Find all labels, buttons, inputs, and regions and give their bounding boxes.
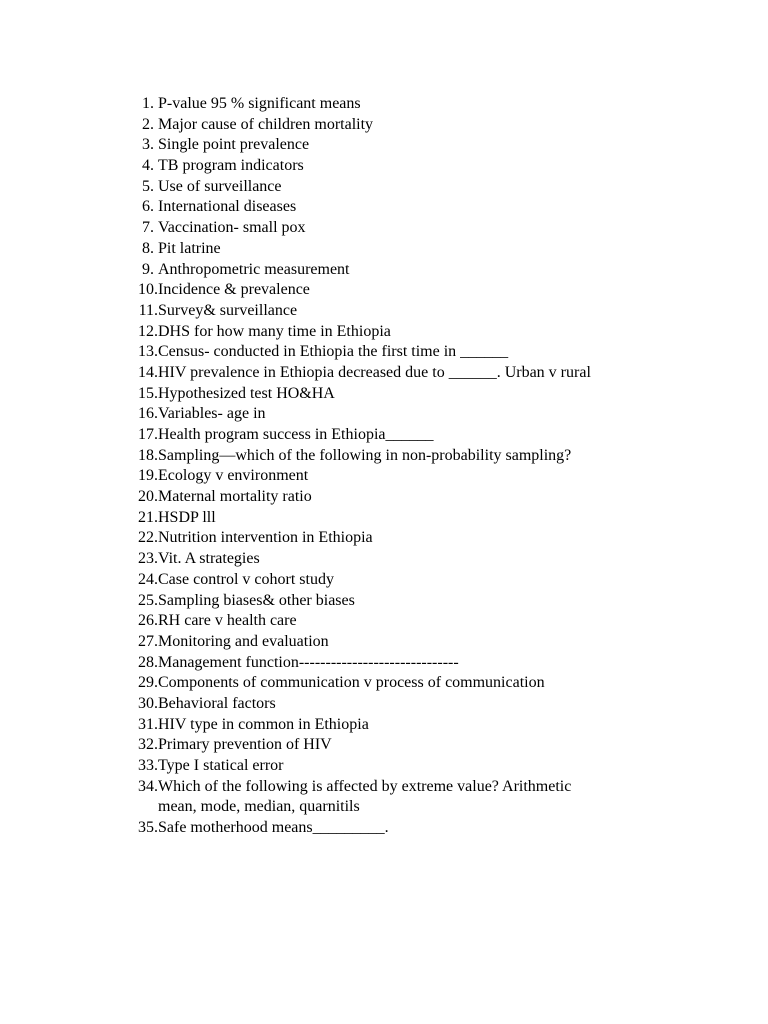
- item-text: Which of the following is affected by extreme value? Arithmetic: [158, 777, 572, 795]
- list-item: [0, 508, 768, 529]
- list-item: [0, 156, 768, 177]
- item-text: Management function------------------------------: [158, 653, 459, 671]
- item-text: HIV prevalence in Ethiopia decreased due to ______. Urban v rural: [158, 363, 591, 381]
- item-number: 28.: [138, 653, 158, 671]
- item-text: Variables- age in: [158, 405, 266, 423]
- list-item: [0, 197, 768, 218]
- item-text: Safe motherhood means_________.: [158, 819, 389, 837]
- list-item: [0, 735, 768, 756]
- list-item: [0, 487, 768, 508]
- list-item: [0, 363, 768, 384]
- item-text: Survey& surveillance: [158, 301, 298, 319]
- item-text: TB program indicators: [158, 157, 304, 175]
- item-text: Ecology v environment: [158, 467, 309, 485]
- item-text: Health program success in Ethiopia______: [158, 426, 434, 443]
- item-text: Sampling biases& other biases: [158, 591, 355, 609]
- item-text: Anthropometric measurement: [158, 260, 350, 278]
- list-item: [0, 528, 768, 549]
- list-item: [0, 673, 768, 694]
- item-number: 8.: [142, 239, 154, 257]
- item-number: 15.: [138, 384, 158, 402]
- list-item: [0, 342, 768, 363]
- list-item: [0, 653, 768, 674]
- item-number: 13.: [138, 343, 158, 361]
- item-number: 26.: [138, 612, 158, 630]
- item-number: 11.: [138, 301, 158, 319]
- item-number: 33.: [138, 757, 158, 774]
- item-text: Vit. A strategies: [158, 550, 260, 568]
- list-item: [0, 115, 768, 136]
- item-text: Incidence & prevalence: [158, 281, 310, 299]
- list-item: [0, 715, 768, 736]
- item-number: 20.: [138, 488, 158, 506]
- list-item: [0, 280, 768, 301]
- list-item: [0, 611, 768, 632]
- list-item: [0, 591, 768, 612]
- item-number: 2.: [142, 115, 154, 133]
- item-text: Primary prevention of HIV: [158, 736, 332, 754]
- item-number: 6.: [142, 198, 154, 216]
- item-text: Single point prevalence: [158, 136, 310, 154]
- item-number: 1.: [142, 95, 154, 112]
- item-text: DHS for how many time in Ethiopia: [158, 322, 391, 340]
- item-text: Major cause of children mortality: [158, 115, 374, 133]
- item-text: Monitoring and evaluation: [158, 632, 329, 650]
- list-item: [0, 384, 768, 405]
- item-number: 7.: [142, 219, 154, 237]
- list-item: [0, 239, 768, 260]
- item-text-continuation: mean, mode, median, quarnitils: [158, 798, 360, 816]
- list-item: [0, 260, 768, 281]
- item-text: Census- conducted in Ethiopia the first time in ______: [158, 343, 509, 361]
- item-number: 30.: [138, 694, 158, 712]
- item-text: Use of surveillance: [158, 177, 282, 195]
- item-number: 22.: [138, 529, 158, 547]
- list-item: [0, 549, 768, 570]
- item-number: 29.: [138, 674, 158, 692]
- list-item: [0, 756, 768, 777]
- item-number: 35.: [138, 819, 158, 837]
- item-number: 9.: [142, 260, 154, 278]
- list-item: [0, 177, 768, 198]
- item-text: Pit latrine: [158, 239, 221, 257]
- item-text: P-value 95 % significant means: [158, 95, 361, 112]
- list-item: [0, 570, 768, 591]
- item-number: 31.: [138, 715, 158, 733]
- item-number: 34.: [138, 777, 158, 795]
- item-text: RH care v health care: [158, 612, 297, 630]
- item-text: Hypothesized test HO&HA: [158, 384, 335, 402]
- item-number: 5.: [142, 177, 154, 195]
- item-number: 16.: [138, 405, 158, 423]
- item-number: 21.: [138, 508, 158, 526]
- item-text: Nutrition intervention in Ethiopia: [158, 529, 373, 547]
- item-text: Type I statical error: [158, 757, 284, 774]
- list-item: [0, 694, 768, 715]
- list-item: [0, 777, 768, 818]
- list-item: [0, 446, 768, 467]
- list-item: [0, 301, 768, 322]
- item-number: 14.: [138, 363, 158, 381]
- item-text: HIV type in common in Ethiopia: [158, 715, 369, 733]
- item-number: 32.: [138, 736, 158, 754]
- item-number: 17.: [138, 426, 158, 443]
- item-text: Behavioral factors: [158, 694, 276, 712]
- list-item: [0, 818, 768, 839]
- item-text: International diseases: [158, 198, 297, 216]
- list-item: [0, 322, 768, 343]
- item-number: 25.: [138, 591, 158, 609]
- question-list: [0, 94, 768, 839]
- item-text: Vaccination- small pox: [158, 219, 306, 237]
- list-item: [0, 404, 768, 425]
- item-text: Maternal mortality ratio: [158, 488, 312, 506]
- list-item: [0, 135, 768, 156]
- item-number: 24.: [138, 570, 158, 588]
- list-item: [0, 466, 768, 487]
- item-number: 3.: [142, 136, 154, 154]
- item-number: 27.: [138, 632, 158, 650]
- item-text: Sampling—which of the following in non-probability sampling?: [158, 446, 572, 464]
- item-number: 12.: [138, 322, 158, 340]
- item-number: 19.: [138, 467, 158, 485]
- item-number: 4.: [142, 157, 154, 175]
- item-number: 23.: [138, 550, 158, 568]
- list-item: [0, 94, 768, 115]
- list-item: [0, 632, 768, 653]
- item-text: Components of communication v process of communication: [158, 674, 545, 692]
- item-text: HSDP lll: [158, 508, 216, 526]
- list-item: [0, 425, 768, 446]
- list-item: [0, 218, 768, 239]
- item-text: Case control v cohort study: [158, 570, 334, 588]
- item-number: 18.: [138, 446, 158, 464]
- item-number: 10.: [138, 281, 158, 299]
